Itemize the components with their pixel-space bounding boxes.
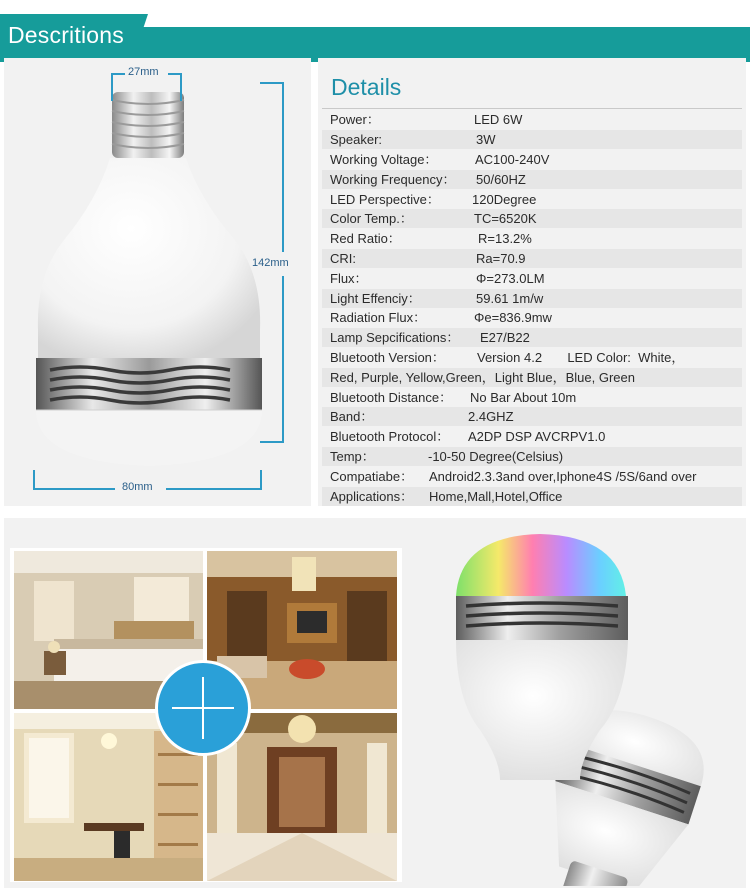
- plus-icon: [158, 663, 248, 753]
- bottom-width-tick-right: [260, 470, 262, 490]
- spec-value: Home,Mall,Hotel,Office: [429, 489, 563, 504]
- height-line-bottom-cap: [260, 441, 284, 443]
- spec-value: 3W: [476, 132, 496, 147]
- spec-label: Working Voltage：: [330, 152, 438, 167]
- height-label: 142mm: [252, 257, 289, 269]
- spec-label: Band：: [330, 409, 374, 424]
- spec-row: [322, 209, 742, 228]
- spec-label: Flux：: [330, 271, 368, 286]
- spec-value: AC100-240V: [475, 152, 550, 167]
- spec-value: No Bar About 10m: [470, 390, 577, 405]
- height-line-lower: [282, 276, 284, 441]
- spec-value: 120Degree: [472, 192, 537, 207]
- spec-value: Φe=836.9mw: [474, 310, 552, 325]
- spec-value: Android2.3.3and over,Iphone4S /5S/6and over: [429, 469, 697, 484]
- spec-label: Bluetooth Version：: [330, 350, 445, 365]
- spec-row: [322, 170, 742, 189]
- bulb-illustration: [0, 0, 320, 510]
- spec-label: Radiation Flux：: [330, 310, 427, 325]
- top-width-tick-left: [111, 73, 113, 101]
- top-width-line-left: [111, 73, 125, 75]
- spec-row: [322, 190, 742, 209]
- top-width-tick-right: [180, 73, 182, 101]
- spec-label: CRI:: [330, 251, 356, 266]
- spec-value: Φ=273.0LM: [476, 271, 545, 286]
- spec-label: Bluetooth Protocol：: [330, 429, 450, 444]
- spec-label: Compatiabe：: [330, 469, 414, 484]
- spec-label: Speaker:: [330, 132, 383, 147]
- spec-row: [322, 229, 742, 248]
- spec-label: Light Effenciy：: [330, 291, 421, 306]
- spec-row: [322, 150, 742, 169]
- top-width-label: 27mm: [128, 66, 159, 78]
- bottom-width-line-left: [33, 488, 115, 490]
- spec-label: Color Temp.：: [330, 211, 413, 226]
- spec-row: [322, 388, 742, 407]
- spec-value: TC=6520K: [474, 211, 537, 226]
- spec-value: 50/60HZ: [476, 172, 526, 187]
- spec-row: [322, 130, 742, 149]
- spec-label: Working Frequency：: [330, 172, 456, 187]
- spec-value: E27/B22: [480, 330, 530, 345]
- spec-row: [322, 289, 742, 308]
- bottom-width-tick-left: [33, 470, 35, 490]
- spec-value: Ra=70.9: [476, 251, 526, 266]
- details-divider: [322, 108, 742, 109]
- bottom-width-label: 80mm: [122, 481, 153, 493]
- spec-label: Red Ratio：: [330, 231, 401, 246]
- spec-label: Lamp Sepcifications：: [330, 330, 460, 345]
- spec-value: 59.61 1m/w: [476, 291, 544, 306]
- spec-row: [322, 348, 742, 367]
- spec-row: [322, 269, 742, 288]
- header-title: Descritions: [8, 22, 124, 48]
- height-line-upper: [282, 82, 284, 252]
- spec-value: A2DP DSP AVCRPV1.0: [468, 429, 606, 444]
- spec-label: Red, Purple, Yellow,Green，Light Blue，Blue, Green: [330, 370, 635, 385]
- spec-value: R=13.2%: [478, 231, 532, 246]
- spec-label: Power：: [330, 112, 380, 127]
- spec-row: [322, 427, 742, 446]
- spec-value: LED 6W: [474, 112, 523, 127]
- spec-row: [322, 447, 742, 466]
- spec-value: -10-50 Degree(Celsius): [428, 449, 564, 464]
- details-title: Details: [331, 74, 402, 100]
- plus-circle: [155, 660, 251, 756]
- spec-value: Version 4.2 LED Color: White，: [477, 350, 685, 365]
- height-line-top-cap: [260, 82, 284, 84]
- spec-row: [322, 308, 742, 327]
- color-bulbs-illustration: [420, 530, 746, 886]
- spec-row: [322, 407, 742, 426]
- spec-value: 2.4GHZ: [468, 409, 514, 424]
- spec-label: Bluetooth Distance：: [330, 390, 453, 405]
- spec-row: [322, 328, 742, 347]
- bottom-width-line-right: [166, 488, 262, 490]
- spec-row: [322, 249, 742, 268]
- spec-row: [322, 487, 742, 506]
- spec-row: [322, 368, 742, 387]
- spec-row: [322, 467, 742, 486]
- spec-label: LED Perspective：: [330, 192, 440, 207]
- spec-label: Temp：: [330, 449, 375, 464]
- spec-row: [322, 110, 742, 129]
- spec-label: Applications：: [330, 489, 414, 504]
